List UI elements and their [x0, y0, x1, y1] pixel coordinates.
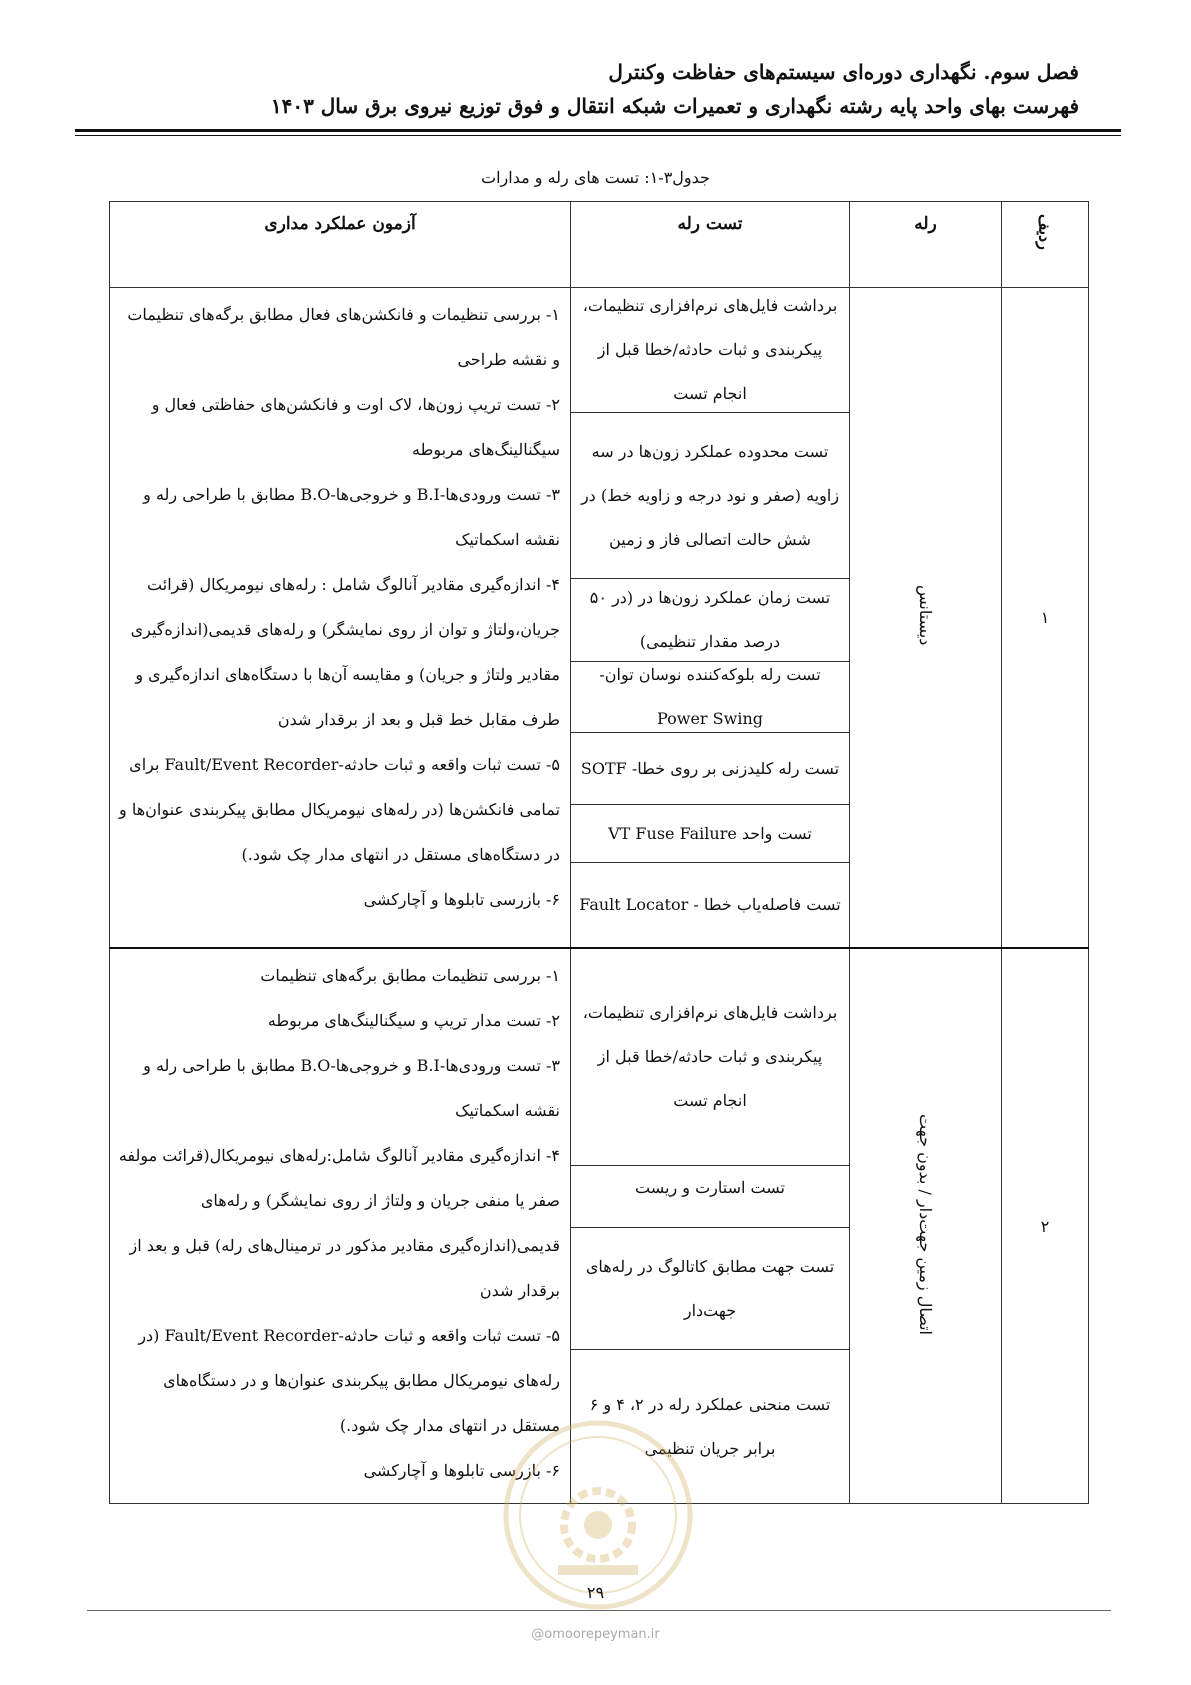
circuit-test-item: ۲- تست مدار تریپ و سیگنالینگ‌های مربوطه	[267, 1011, 560, 1030]
relay-test-item: تست جهت مطابق کاتالوگ در رله‌های جهت‌دار	[571, 1228, 849, 1350]
header-rule-thin	[75, 135, 1121, 136]
table-header-row	[110, 202, 1089, 288]
circuit-test-item: ۳- تست ورودی‌ها-B.I و خروجی‌ها-B.O مطابق با طراحی رله و نقشه اسکماتیک	[143, 1056, 560, 1120]
header-relay: رله	[850, 202, 1002, 288]
row-number: ۱	[1002, 288, 1089, 949]
relay-test-item: تست منحنی عملکرد رله در ۲، ۴ و ۶ برابر جریان تنظیمی	[589, 1394, 831, 1458]
circuit-tests-cell	[110, 288, 571, 949]
relay-test-item: تست رله کلیدزنی بر روی خطا- SOTF	[571, 733, 849, 805]
relay-test-item: تست فاصله‌یاب خطا - Fault Locator	[579, 895, 841, 914]
table-row	[110, 288, 1089, 949]
circuit-test-item: ۴- اندازه‌گیری مقادیر آنالوگ شامل : رله‌های نیومریکال (قرائت جریان،ولتاژ و توان از روی نمایشگر) و رله‌های قدیمی(اندازه‌گیری مقادیر ولتاژ و جریان) و مقایسه آن‌ها با دستگاه‌های اندازه‌گیری و طرف مقابل خط قبل و بعد از برقدار شدن	[130, 575, 560, 729]
header-circuit-test: آزمون عملکرد مداری	[110, 202, 571, 288]
site-watermark: @omoorepeyman.ir	[531, 1627, 660, 1642]
circuit-test-item: ۴- اندازه‌گیری مقادیر آنالوگ شامل:رله‌های نیومریکال(قرائت مولفه صفر یا منفی جریان و ولتاژ از روی نمایشگر) و رله‌های قدیمی(اندازه‌گیری مقادیر مذکور در ترمینال‌های رله) قبل و بعد از برقدار شدن	[118, 1146, 560, 1300]
document-subtitle: فهرست بهای واحد پایه رشته نگهداری و تعمیرات شبکه انتقال و فوق توزیع نیروی برق سال ۱۴۰۳	[270, 94, 1079, 118]
chapter-title: فصل سوم. نگهداری دوره‌ای سیستم‌های حفاظت وکنترل	[608, 60, 1079, 84]
circuit-test-item: ۶- بازرسی تابلوها و آچارکشی	[363, 890, 560, 909]
relay-test-item: تست واحد VT Fuse Failure	[571, 805, 849, 863]
table-caption: جدول۳-۱: تست های رله و مدارات	[481, 168, 710, 187]
relay-tests-cell	[571, 288, 850, 949]
circuit-test-item: ۱- بررسی تنظیمات و فانکشن‌های فعال مطابق برگه‌های تنظیمات و نقشه طراحی	[127, 305, 560, 369]
page-number: ۲۹	[586, 1583, 605, 1602]
circuit-test-item: ۶- بازرسی تابلوها و آچارکشی	[363, 1461, 560, 1480]
relay-test-item: تست استارت و ریست	[571, 1166, 849, 1228]
circuit-test-item: ۱- بررسی تنظیمات مطابق برگه‌های تنظیمات	[260, 966, 560, 985]
circuit-test-item: ۲- تست تریپ زون‌ها، لاک اوت و فانکشن‌های حفاظتی فعال و سیگنالینگ‌های مربوطه	[151, 395, 560, 459]
relay-name: دیستانس	[850, 288, 1002, 949]
footer-rule	[87, 1610, 1111, 1611]
header-relay-test: تست رله	[571, 202, 850, 288]
circuit-test-item: ۵- تست ثبات واقعه و ثبات حادثه-Fault/Event Recorder (در رله‌های نیومریکال مطابق پیکربندی عنوان‌ها و در دستگاه‌های مستقل در انتهای مدار چک شود.)	[138, 1326, 560, 1435]
header-row-no: ردیف	[1002, 202, 1089, 288]
relay-test-item: تست محدوده عملکرد زون‌ها در سه زاویه (صفر و نود درجه و زاویه خط) در شش حالت اتصالی فاز و زمین	[571, 413, 849, 579]
relay-test-item: تست رله بلوکه‌کننده نوسان توان- Power Swing	[571, 662, 849, 733]
relay-test-item: برداشت فایل‌های نرم‌افزاری تنظیمات، پیکربندی و ثبات حادثه/خطا قبل از انجام تست	[571, 949, 849, 1166]
relay-test-item: تست زمان عملکرد زون‌ها در (در ۵۰ درصد مقدار تنظیمی)	[571, 579, 849, 662]
circuit-test-item: ۳- تست ورودی‌ها-B.I و خروجی‌ها-B.O مطابق با طراحی رله و نقشه اسکماتیک	[143, 485, 560, 549]
header-rule-thick	[75, 129, 1121, 132]
circuit-test-item: ۵- تست ثبات واقعه و ثبات حادثه-Fault/Event Recorder برای تمامی فانکشن‌ها (در رله‌های نیومریکال مطابق پیکربندی عنوان‌ها و در دستگاه‌های مستقل در انتهای مدار چک شود.)	[119, 755, 560, 864]
relay-tests-table	[109, 201, 1089, 1504]
relay-name: اتصال زمین جهت‌دار / بدون جهت	[850, 948, 1002, 1504]
relay-test-item: برداشت فایل‌های نرم‌افزاری تنظیمات، پیکربندی و ثبات حادثه/خطا قبل از انجام تست	[571, 288, 849, 413]
row-number: ۲	[1002, 948, 1089, 1504]
